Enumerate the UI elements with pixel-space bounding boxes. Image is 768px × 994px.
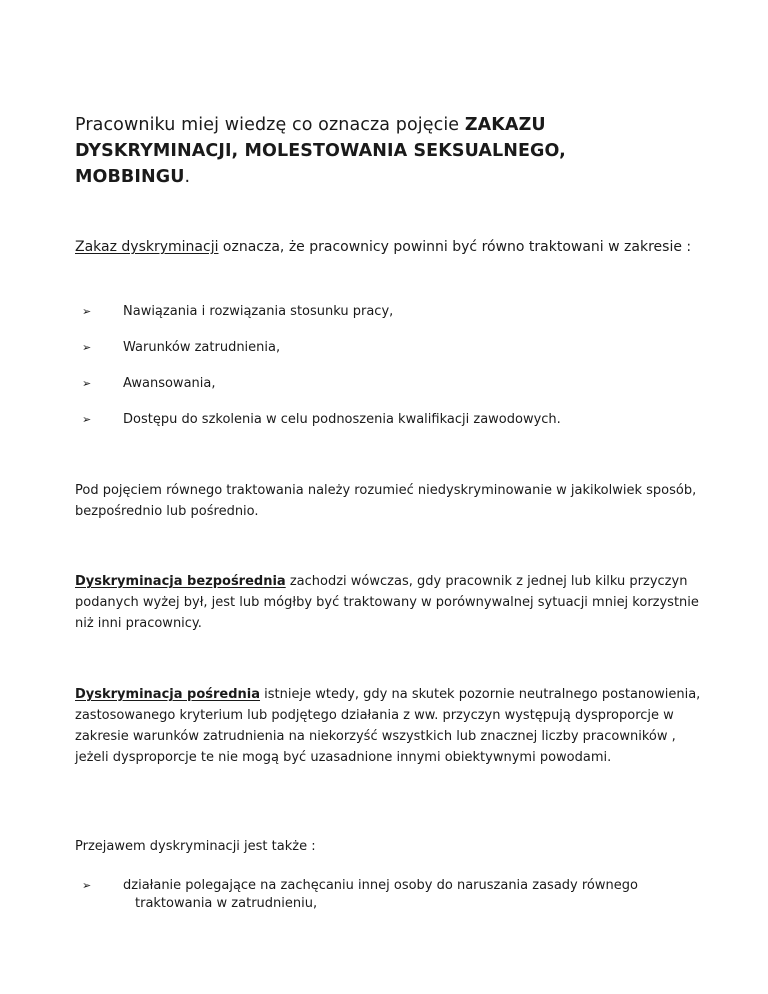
intro-paragraph	[75, 237, 695, 258]
intro-term: Zakaz dyskryminacji	[75, 239, 219, 255]
list-item	[82, 375, 702, 393]
list-item	[82, 303, 702, 321]
arrow-bullet-icon: ➢	[82, 413, 92, 426]
arrow-bullet-icon: ➢	[82, 341, 92, 354]
list-item-text: Warunków zatrudnienia,	[123, 340, 281, 355]
title-bold-1: ZAKAZU	[464, 115, 546, 135]
list-item-text: Nawiązania i rozwiązania stosunku pracy,	[123, 304, 394, 319]
title-plain: Pracowniku miej wiedzę co oznacza pojęcie	[75, 115, 465, 135]
paragraph-direct-discrimination	[75, 571, 705, 634]
title-bold-3: MOBBINGU	[75, 167, 185, 187]
paragraph-equal-treatment: Pod pojęciem równego traktowania należy rozumieć niedyskryminowanie w jakikolwiek sposób, bezpośrednio lub pośrednio.	[75, 483, 697, 519]
direct-text: zachodzi wówczas, gdy pracownik z jednej lub kilku przyczyn podanych wyżej był, jest lub mógłby być traktowany w porównywalnej sytuacji mniej korzystnie niż inni pracownicy.	[75, 574, 699, 631]
page-title	[75, 112, 695, 190]
list-item	[82, 411, 702, 429]
list-item-text: Awansowania,	[123, 376, 216, 391]
list-item-text-line-2: traktowania w zatrudnieniu,	[135, 896, 318, 911]
paragraph-indirect-discrimination	[75, 684, 705, 768]
list-item-text-line-1: działanie polegające na zachęcaniu innej osoby do naruszania zasady równego	[123, 878, 638, 893]
list-item	[82, 339, 702, 357]
arrow-bullet-icon: ➢	[82, 377, 92, 390]
indirect-text: istnieje wtedy, gdy na skutek pozornie neutralnego postanowienia, zastosowanego kryterium lub podjętego działania z ww. przyczyn występują dysproporcje w zakresie warunków zatrudnienia na niekorzyść wszystkich lub znacznej liczby pracowników , jeżeli dysproporcje te nie mogą być uzasadnione innymi obiektywnymi powodami.	[75, 687, 701, 765]
bullet-list-manifestations	[82, 877, 702, 913]
list-item-text: Dostępu do szkolenia w celu podnoszenia kwalifikacji zawodowych.	[123, 412, 561, 427]
title-end: .	[184, 167, 191, 187]
arrow-bullet-icon: ➢	[82, 305, 92, 318]
indirect-term: Dyskryminacja pośrednia	[75, 687, 261, 702]
title-bold-2: DYSKRYMINACJI, MOLESTOWANIA SEKSUALNEGO,	[75, 141, 566, 161]
list-item	[82, 877, 702, 913]
direct-term: Dyskryminacja bezpośrednia	[75, 574, 286, 589]
paragraph-manifestation: Przejawem dyskryminacji jest także :	[75, 839, 316, 854]
intro-text: oznacza, że pracownicy powinni być równo traktowani w zakresie :	[218, 239, 692, 255]
arrow-bullet-icon: ➢	[82, 879, 92, 892]
bullet-list-scope	[82, 303, 702, 429]
